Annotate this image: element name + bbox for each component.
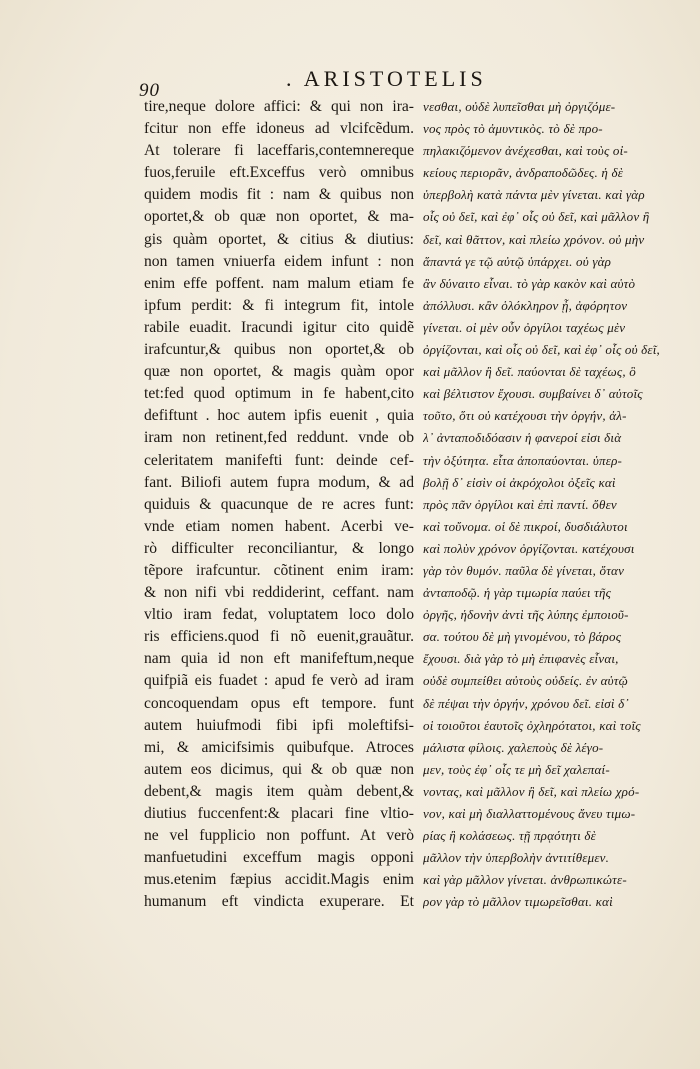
latin-text-line: rò difficulter reconciliantur, & longo	[144, 539, 414, 557]
greek-text-line: μεν, τοὺς ἐφ᾽ οἷς τε μὴ δεῖ χαλεπαί-	[423, 761, 610, 777]
greek-text-line: καὶ τοὔνομα. οἱ δὲ πικροί, δυσδιάλυτοι	[423, 518, 628, 534]
latin-text-line: ris efficiens.quod fi nõ euenit,grauãtur.	[144, 628, 414, 646]
greek-text-line: δὲ πέψαι τὴν ὀργήν, χρόνου δεῖ. εἰσὶ δ᾽	[423, 695, 629, 711]
greek-column	[423, 96, 673, 913]
greek-text-line: πηλακιζόμενον ἀνέχεσθαι, καὶ τοὺς οἰ-	[423, 143, 628, 159]
latin-text-line: diutius fuccenfent:& placari fine vltio-	[144, 805, 414, 822]
latin-text-line: autem eos dicimus, qui & ob quæ non	[144, 760, 414, 778]
greek-text-line: τοῦτο, ὅτι οὐ κατέχουσι τὴν ὀργήν, ἀλ-	[423, 408, 627, 424]
latin-text-line: mi, & amicifsimis quibufque. Atroces	[144, 738, 414, 756]
latin-text-line: defiftunt . hoc autem ipfis euenit , quia	[144, 407, 414, 425]
latin-text-line: iram non retinent,fed reddunt. vnde ob	[144, 429, 414, 447]
latin-text-line: oportet,& ob quæ non oportet, & ma-	[144, 208, 414, 226]
latin-text-line: tire,neque dolore affici: & qui non ira-	[144, 98, 414, 115]
greek-text-line: καὶ βέλτιστον ἔχουσι. συμβαίνει δ᾽ αὐτοῖς	[423, 386, 643, 402]
greek-text-line: μάλιστα φίλοις. χαλεποὺς δὲ λέγο-	[423, 739, 604, 755]
latin-text-line: gis quàm oportet, & citius & diutius:	[144, 230, 414, 248]
latin-text-line: nam quia id non eft manifeftum,neque	[144, 650, 414, 668]
greek-text-line: τὴν ὀξύτητα. εἶτα ἀποπαύονται. ὑπερ-	[423, 452, 623, 468]
greek-text-line: βολῇ δ᾽ εἰσὶν οἱ ἀκρόχολοι ὀξεῖς καὶ	[423, 474, 616, 490]
latin-text-line: ipfum perdit: & fi integrum fit, intole	[144, 296, 414, 314]
greek-text-line: οἱ τοιοῦτοι ἑαυτοῖς ὀχληρότατοι, καὶ τοῖς	[423, 717, 641, 733]
latin-text-line: debent,& magis item quàm debent,&	[144, 782, 414, 800]
greek-text-line: ἂν δύναιτο εἶναι. τὸ γὰρ κακὸν καὶ αὑτὸ	[423, 275, 636, 291]
latin-text-line: & non nifi vbi reddiderint, ceffant. nam	[144, 584, 414, 602]
greek-text-line: νον, καὶ μὴ διαλλαττομένους ἄνευ τιμω-	[423, 806, 636, 821]
greek-text-line: ἔχουσι. διὰ γὰρ τὸ μὴ ἐπιφανὲς εἶναι,	[423, 651, 619, 667]
latin-text-line: fuos,feruile eft.Exceffus verò omnibus	[144, 164, 414, 182]
greek-text-line: γίνεται. οἱ μὲν οὖν ὀργίλοι ταχέως μὲν	[423, 319, 626, 335]
latin-text-line: humanum eft vindicta exuperare. Et	[144, 893, 414, 911]
greek-text-line: δεῖ, καὶ θᾶττον, καὶ πλείω χρόνον. οὐ μὴν	[423, 231, 645, 247]
latin-text-line: At tolerare fi laceffaris,contemnereque	[144, 142, 414, 160]
greek-text-line: ρίας ἢ κολάσεως. τῇ πρᾳότητι δὲ	[423, 828, 596, 844]
latin-text-line: quiduis & quacunque de re acres funt:	[144, 495, 414, 513]
greek-text-line: οἷς οὐ δεῖ, καὶ ἐφ᾽ οἷς οὐ δεῖ, καὶ μᾶλλον ἢ	[423, 209, 650, 225]
latin-text-line: tet:fed quod optimum in fe habent,cito	[144, 385, 414, 403]
greek-text-line: καὶ γὰρ μᾶλλον γίνεται. ἀνθρωπικώτε-	[423, 872, 627, 888]
greek-text-line: γὰρ τὸν θυμόν. παῦλα δὲ γίνεται, ὅταν	[423, 562, 625, 578]
greek-text-line: νεσθαι, οὐδὲ λυπεῖσθαι μὴ ὀργιζόμε-	[423, 99, 616, 114]
latin-text-line: vltio iram fedat, voluptatem loco dolo	[144, 606, 414, 624]
latin-text-line: concoquendam opus eft tempore. funt	[144, 694, 414, 712]
greek-text-line: νος πρὸς τὸ ἀμυντικὸς. τὸ δὲ προ-	[423, 121, 603, 137]
greek-text-line: οὐδὲ συμπείθει αὐτοὺς οὐδείς. ἐν αὑτῷ	[423, 673, 629, 689]
latin-text-line: quæ non oportet, & magis quàm opor	[144, 363, 414, 381]
latin-text-line: rabile euadit. Iracundi igitur cito quidẽ	[144, 318, 414, 336]
latin-text-line: quifpiã eis fuadet : apud fe verò ad iram	[144, 672, 414, 690]
latin-text-line: fcitur non effe idoneus ad vlcifcẽdum.	[144, 120, 414, 138]
greek-text-line: μᾶλλον τὴν ὑπερβολὴν ἀντιτίθεμεν.	[423, 850, 610, 866]
greek-text-line: πρὸς πᾶν ὀργίλοι καὶ ἐπὶ παντί. ὅθεν	[423, 496, 617, 512]
greek-text-line: ρον γὰρ τὸ μᾶλλον τιμωρεῖσθαι. καὶ	[423, 894, 613, 910]
latin-text-line: celeritatem manifefti funt: deinde cef-	[144, 451, 414, 469]
latin-text-line: quidem modis fit : nam & quibus non	[144, 186, 414, 204]
greek-text-line: καὶ μᾶλλον ἢ δεῖ. παύονται δὲ ταχέως, ὃ	[423, 364, 636, 380]
latin-text-line: manfuetudini exceffum magis opponi	[144, 849, 414, 867]
latin-text-line: non tamen vniuerfa eidem infunt : non	[144, 252, 414, 270]
latin-text-line: fant. Biliofi autem fupra modum, & ad	[144, 473, 414, 491]
greek-text-line: ὀργίζονται, καὶ οἷς οὐ δεῖ, καὶ ἐφ᾽ οἷς οὐ δεῖ,	[423, 342, 661, 358]
latin-text-line: mus.etenim fæpius accidit.Magis enim	[144, 871, 414, 889]
greek-text-line: ἀνταποδῷ. ἡ γὰρ τιμωρία παύει τῆς	[423, 585, 612, 601]
latin-text-line: ne vel fupplicio non poffunt. At verò	[144, 827, 414, 845]
latin-column	[144, 96, 414, 913]
greek-text-line: σα. τούτου δὲ μὴ γινομένου, τὸ βάρος	[423, 629, 622, 645]
greek-text-line: ἀπόλλυσι. κἂν ὁλόκληρον ᾖ, ἀφόρητον	[423, 297, 628, 313]
running-head: . ARISTOTELIS	[286, 66, 487, 91]
greek-text-line: καὶ πολὺν χρόνον ὀργίζονται. κατέχουσι	[423, 540, 635, 556]
greek-text-line: ὀργῆς, ἡδονὴν ἀντὶ τῆς λύπης ἐμποιοῦ-	[423, 607, 629, 623]
latin-text-line: vnde etiam nomen habent. Acerbi ve-	[144, 517, 414, 535]
folio-number: 90	[139, 80, 160, 101]
greek-text-line: ἅπαντά γε τῷ αὐτῷ ὑπάρχει. οὐ γὰρ	[423, 253, 612, 269]
greek-text-line: λ᾽ ἀνταποδιδόασιν ἡ φανεροί εἰσι διὰ	[423, 430, 622, 446]
latin-text-line: tẽpore irafcuntur. cõtinent enim iram:	[144, 561, 414, 579]
greek-text-line: κείους περιορᾶν, ἀνδραποδῶδες. ἡ δὲ	[423, 165, 624, 181]
latin-text-line: autem huiufmodi fibi ipfi moleftifsi-	[144, 716, 414, 734]
latin-text-line: enim effe poffent. nam malum etiam fe	[144, 274, 414, 292]
latin-text-line: irafcuntur,& quibus non oportet,& ob	[144, 341, 414, 359]
greek-text-line: ὑπερβολὴ κατὰ πάντα μὲν γίνεται. καὶ γὰρ	[423, 187, 645, 203]
greek-text-line: νοντας, καὶ μᾶλλον ἢ δεῖ, καὶ πλείω χρό-	[423, 783, 640, 799]
